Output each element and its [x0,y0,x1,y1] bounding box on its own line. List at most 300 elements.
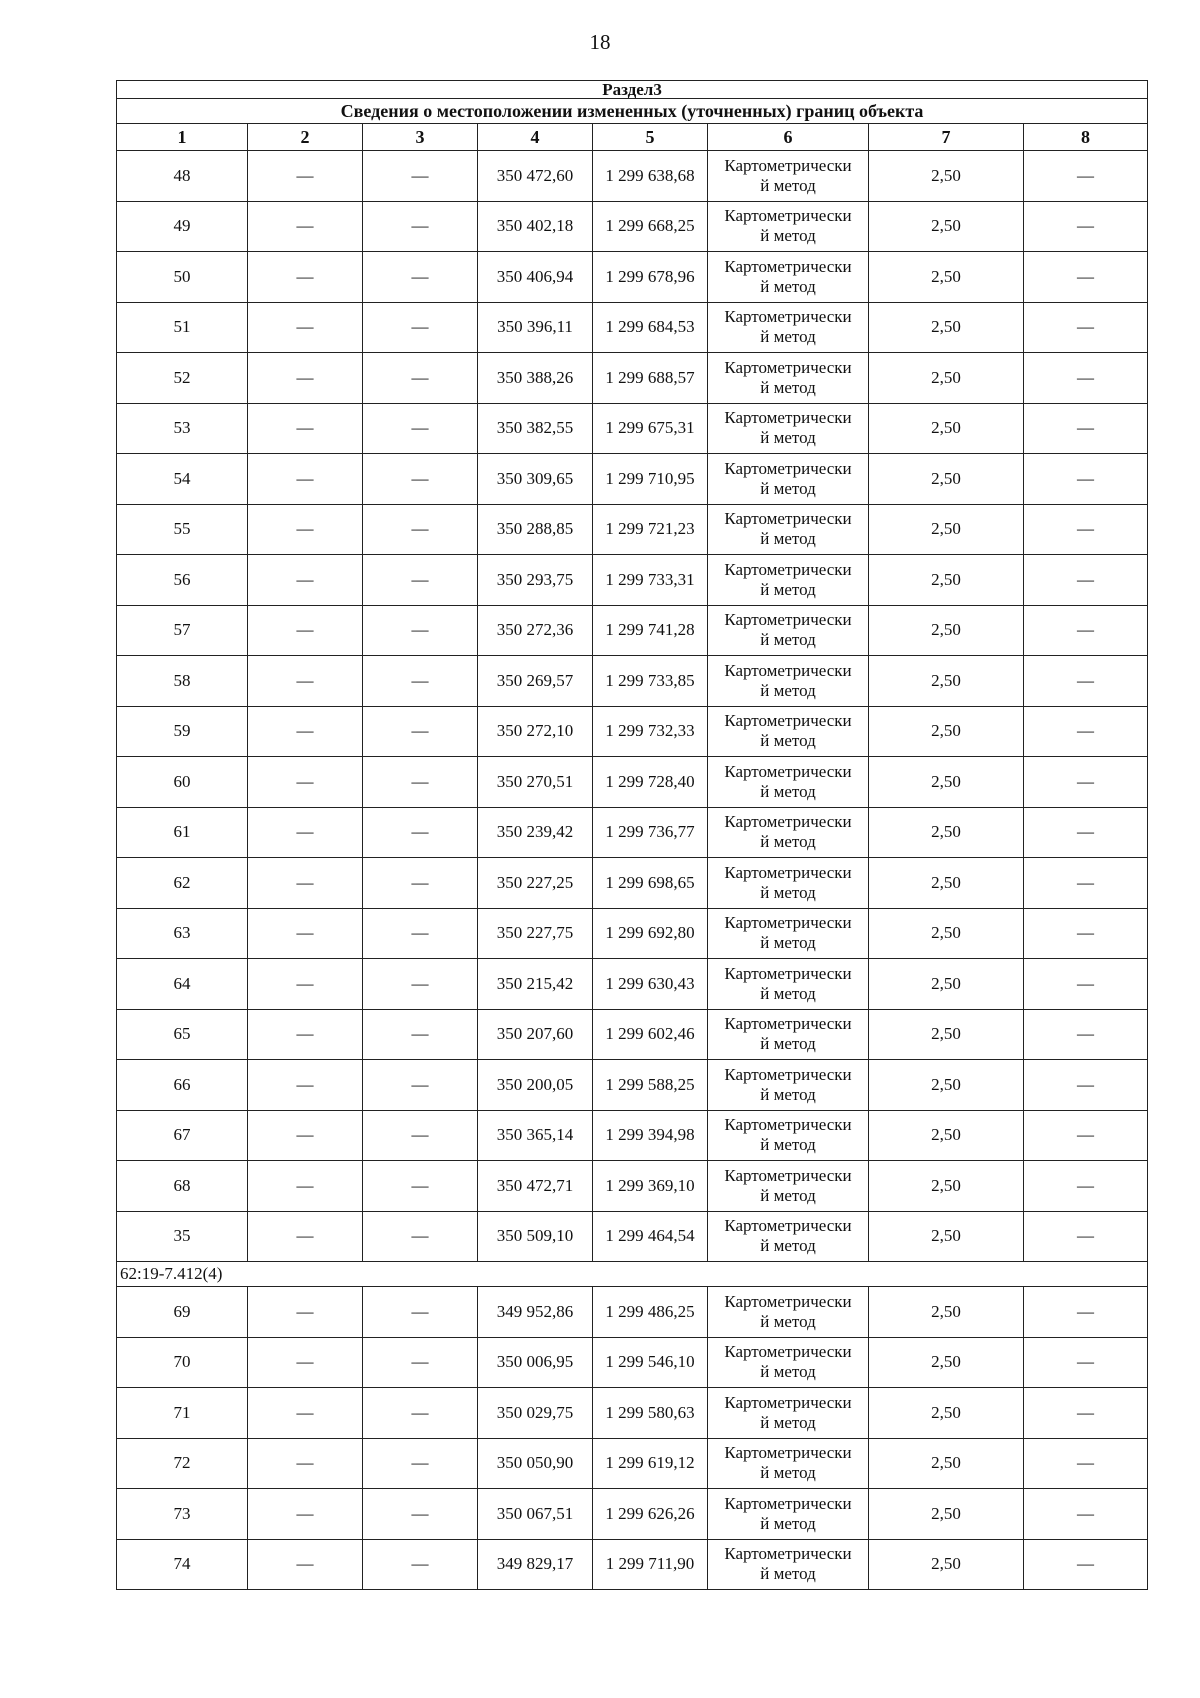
point-number: 53 [117,403,248,454]
method-line: й метод [760,933,816,953]
dash-cell: — [1024,757,1148,808]
table-row [117,1009,1148,1060]
point-number: 66 [117,1060,248,1111]
coordinate-x: 350 270,51 [478,757,593,808]
method-cell [708,605,869,656]
coordinate-y: 1 299 394,98 [593,1110,708,1161]
method-cell [708,504,869,555]
dash-cell: — [363,353,478,404]
table-row [117,1539,1148,1590]
dash-cell: — [1024,201,1148,252]
method-line: Картометрически [724,963,852,983]
accuracy-cell: 2,50 [869,353,1024,404]
method-line: Картометрически [724,913,852,933]
coordinate-x: 350 050,90 [478,1438,593,1489]
coordinate-y: 1 299 741,28 [593,605,708,656]
coordinate-x: 350 402,18 [478,201,593,252]
dash-cell: — [248,605,363,656]
dash-cell: — [363,403,478,454]
dash-cell: — [363,706,478,757]
column-header: 1 [117,124,248,151]
accuracy-cell: 2,50 [869,1110,1024,1161]
coordinate-y: 1 299 733,31 [593,555,708,606]
coordinate-y: 1 299 733,85 [593,656,708,707]
dash-cell: — [248,1161,363,1212]
method-cell [708,1287,869,1338]
column-header: 8 [1024,124,1148,151]
table-row [117,1489,1148,1540]
method-line: й метод [760,1362,816,1382]
table-row [117,252,1148,303]
point-number: 70 [117,1337,248,1388]
coordinate-x: 350 006,95 [478,1337,593,1388]
accuracy-cell: 2,50 [869,1009,1024,1060]
coordinate-x: 350 406,94 [478,252,593,303]
point-number: 60 [117,757,248,808]
method-cell [708,555,869,606]
method-line: й метод [760,175,816,195]
method-line: Картометрически [724,1443,852,1463]
method-line: й метод [760,1034,816,1054]
dash-cell: — [363,1287,478,1338]
point-number: 68 [117,1161,248,1212]
method-cell [708,908,869,959]
point-number: 51 [117,302,248,353]
accuracy-cell: 2,50 [869,252,1024,303]
method-cell [708,252,869,303]
method-line: Картометрически [724,1493,852,1513]
point-number: 59 [117,706,248,757]
coordinate-x: 350 472,60 [478,151,593,202]
group-label: 62:19-7.412(4) [117,1262,1148,1287]
dash-cell: — [1024,1489,1148,1540]
dash-cell: — [363,1009,478,1060]
coordinate-y: 1 299 464,54 [593,1211,708,1262]
dash-cell: — [1024,1388,1148,1439]
dash-cell: — [248,757,363,808]
dash-cell: — [248,1539,363,1590]
dash-cell: — [363,1161,478,1212]
method-line: й метод [760,1513,816,1533]
method-cell [708,302,869,353]
method-line: й метод [760,1564,816,1584]
point-number: 49 [117,201,248,252]
accuracy-cell: 2,50 [869,1060,1024,1111]
dash-cell: — [248,858,363,909]
dash-cell: — [1024,656,1148,707]
dash-cell: — [248,1489,363,1540]
column-header: 7 [869,124,1024,151]
dash-cell: — [1024,1211,1148,1262]
dash-cell: — [363,1539,478,1590]
method-cell [708,656,869,707]
dash-cell: — [248,959,363,1010]
dash-cell: — [363,1211,478,1262]
point-number: 52 [117,353,248,404]
accuracy-cell: 2,50 [869,706,1024,757]
method-cell [708,757,869,808]
dash-cell: — [248,656,363,707]
method-line: й метод [760,377,816,397]
method-line: й метод [760,428,816,448]
coordinate-y: 1 299 711,90 [593,1539,708,1590]
point-number: 55 [117,504,248,555]
dash-cell: — [363,454,478,505]
dash-cell: — [1024,959,1148,1010]
table-row [117,858,1148,909]
table-row [117,302,1148,353]
coordinates-table [116,80,1148,1590]
dash-cell: — [1024,454,1148,505]
table-row [117,1337,1148,1388]
dash-cell: — [363,807,478,858]
coordinate-x: 350 288,85 [478,504,593,555]
method-cell [708,1337,869,1388]
method-cell [708,353,869,404]
table-row [117,1438,1148,1489]
coordinate-x: 350 293,75 [478,555,593,606]
method-cell [708,1211,869,1262]
method-line: Картометрически [724,1115,852,1135]
dash-cell: — [248,1388,363,1439]
dash-cell: — [248,1009,363,1060]
coordinate-x: 349 952,86 [478,1287,593,1338]
table-row [117,656,1148,707]
table-row [117,353,1148,404]
column-header: 4 [478,124,593,151]
coordinate-x: 350 509,10 [478,1211,593,1262]
dash-cell: — [1024,353,1148,404]
coordinate-x: 350 207,60 [478,1009,593,1060]
method-cell [708,1388,869,1439]
dash-cell: — [363,302,478,353]
coordinate-y: 1 299 721,23 [593,504,708,555]
method-line: Картометрически [724,761,852,781]
method-cell [708,858,869,909]
accuracy-cell: 2,50 [869,908,1024,959]
dash-cell: — [363,1060,478,1111]
table-row [117,757,1148,808]
dash-cell: — [363,757,478,808]
accuracy-cell: 2,50 [869,454,1024,505]
point-number: 35 [117,1211,248,1262]
method-line: й метод [760,276,816,296]
dash-cell: — [248,1287,363,1338]
method-cell [708,1539,869,1590]
coordinate-x: 350 269,57 [478,656,593,707]
method-line: й метод [760,1311,816,1331]
coordinate-y: 1 299 675,31 [593,403,708,454]
dash-cell: — [248,151,363,202]
dash-cell: — [363,656,478,707]
accuracy-cell: 2,50 [869,1489,1024,1540]
dash-cell: — [1024,252,1148,303]
point-number: 71 [117,1388,248,1439]
accuracy-cell: 2,50 [869,151,1024,202]
coordinate-y: 1 299 588,25 [593,1060,708,1111]
coordinate-x: 350 067,51 [478,1489,593,1540]
table-row [117,1287,1148,1338]
table-body [117,151,1148,1590]
dash-cell: — [1024,403,1148,454]
coordinate-x: 350 388,26 [478,353,593,404]
dash-cell: — [1024,504,1148,555]
coordinate-y: 1 299 688,57 [593,353,708,404]
table-row [117,403,1148,454]
method-line: Картометрически [724,1291,852,1311]
accuracy-cell: 2,50 [869,1161,1024,1212]
dash-cell: — [363,555,478,606]
method-line: Картометрически [724,1165,852,1185]
table-row [117,1388,1148,1439]
method-line: й метод [760,983,816,1003]
dash-cell: — [248,1438,363,1489]
point-number: 72 [117,1438,248,1489]
dash-cell: — [248,555,363,606]
method-line: Картометрически [724,711,852,731]
dash-cell: — [363,1388,478,1439]
dash-cell: — [1024,555,1148,606]
method-line: й метод [760,1084,816,1104]
method-line: Картометрически [724,1064,852,1084]
table-caption: Сведения о местоположении измененных (уточненных) границ объекта [117,99,1148,124]
method-cell [708,403,869,454]
dash-cell: — [248,706,363,757]
method-cell [708,1009,869,1060]
method-cell [708,1489,869,1540]
method-line: Картометрически [724,610,852,630]
point-number: 69 [117,1287,248,1338]
coordinate-y: 1 299 580,63 [593,1388,708,1439]
method-line: й метод [760,1135,816,1155]
coordinate-y: 1 299 668,25 [593,201,708,252]
point-number: 48 [117,151,248,202]
table-row [117,151,1148,202]
column-header: 6 [708,124,869,151]
method-line: й метод [760,529,816,549]
dash-cell: — [1024,858,1148,909]
method-line: Картометрически [724,155,852,175]
method-line: Картометрически [724,256,852,276]
method-line: Картометрически [724,559,852,579]
dash-cell: — [1024,1060,1148,1111]
dash-cell: — [363,1337,478,1388]
coordinate-x: 350 382,55 [478,403,593,454]
method-line: й метод [760,579,816,599]
dash-cell: — [363,201,478,252]
dash-cell: — [363,252,478,303]
point-number: 61 [117,807,248,858]
column-header: 2 [248,124,363,151]
coordinate-x: 350 239,42 [478,807,593,858]
table-row [117,1211,1148,1262]
method-line: Картометрически [724,1014,852,1034]
method-line: й метод [760,478,816,498]
point-number: 50 [117,252,248,303]
coordinate-x: 350 227,75 [478,908,593,959]
dash-cell: — [248,403,363,454]
dash-cell: — [1024,1539,1148,1590]
dash-cell: — [248,1060,363,1111]
dash-cell: — [1024,605,1148,656]
accuracy-cell: 2,50 [869,757,1024,808]
table-row [117,504,1148,555]
section-title: Раздел3 [117,81,1148,99]
dash-cell: — [1024,1438,1148,1489]
coordinate-y: 1 299 369,10 [593,1161,708,1212]
point-number: 63 [117,908,248,959]
dash-cell: — [248,908,363,959]
dash-cell: — [248,1211,363,1262]
method-line: й метод [760,1463,816,1483]
point-number: 57 [117,605,248,656]
table-row [117,1161,1148,1212]
column-header: 3 [363,124,478,151]
point-number: 62 [117,858,248,909]
coordinate-y: 1 299 678,96 [593,252,708,303]
method-line: Картометрически [724,812,852,832]
method-cell [708,151,869,202]
method-line: й метод [760,226,816,246]
accuracy-cell: 2,50 [869,1388,1024,1439]
coordinate-y: 1 299 710,95 [593,454,708,505]
accuracy-cell: 2,50 [869,302,1024,353]
method-line: й метод [760,1185,816,1205]
coordinate-y: 1 299 692,80 [593,908,708,959]
dash-cell: — [1024,807,1148,858]
column-header: 5 [593,124,708,151]
method-line: Картометрически [724,458,852,478]
coordinate-y: 1 299 546,10 [593,1337,708,1388]
dash-cell: — [1024,706,1148,757]
table-row [117,959,1148,1010]
table-row [117,1110,1148,1161]
method-line: Картометрически [724,862,852,882]
point-number: 73 [117,1489,248,1540]
point-number: 64 [117,959,248,1010]
coordinate-x: 350 029,75 [478,1388,593,1439]
method-line: Картометрически [724,1342,852,1362]
table-row [117,454,1148,505]
dash-cell: — [248,504,363,555]
dash-cell: — [1024,1287,1148,1338]
accuracy-cell: 2,50 [869,1438,1024,1489]
table-row [117,908,1148,959]
method-line: й метод [760,882,816,902]
dash-cell: — [1024,1009,1148,1060]
method-line: й метод [760,680,816,700]
dash-cell: — [363,959,478,1010]
dash-cell: — [1024,302,1148,353]
dash-cell: — [248,454,363,505]
dash-cell: — [248,807,363,858]
method-line: Картометрически [724,408,852,428]
method-cell [708,706,869,757]
dash-cell: — [248,1337,363,1388]
point-number: 58 [117,656,248,707]
coordinate-x: 350 200,05 [478,1060,593,1111]
accuracy-cell: 2,50 [869,201,1024,252]
point-number: 65 [117,1009,248,1060]
method-line: Картометрически [724,206,852,226]
method-cell [708,807,869,858]
method-cell [708,1110,869,1161]
dash-cell: — [363,858,478,909]
table-row [117,1060,1148,1111]
dash-cell: — [1024,1337,1148,1388]
coordinate-y: 1 299 630,43 [593,959,708,1010]
point-number: 56 [117,555,248,606]
coordinate-x: 350 396,11 [478,302,593,353]
table-row [117,605,1148,656]
dash-cell: — [1024,1110,1148,1161]
method-line: Картометрически [724,307,852,327]
method-line: й метод [760,1412,816,1432]
method-cell [708,454,869,505]
dash-cell: — [248,353,363,404]
coordinate-y: 1 299 486,25 [593,1287,708,1338]
coordinate-y: 1 299 728,40 [593,757,708,808]
dash-cell: — [1024,151,1148,202]
accuracy-cell: 2,50 [869,1337,1024,1388]
dash-cell: — [363,151,478,202]
dash-cell: — [363,908,478,959]
dash-cell: — [363,1438,478,1489]
coordinate-x: 350 309,65 [478,454,593,505]
accuracy-cell: 2,50 [869,504,1024,555]
point-number: 54 [117,454,248,505]
coordinate-y: 1 299 638,68 [593,151,708,202]
method-line: Картометрически [724,357,852,377]
method-line: Картометрически [724,1216,852,1236]
method-cell [708,1438,869,1489]
dash-cell: — [1024,908,1148,959]
method-line: Картометрически [724,1544,852,1564]
accuracy-cell: 2,50 [869,1539,1024,1590]
method-line: й метод [760,630,816,650]
point-number: 67 [117,1110,248,1161]
method-line: й метод [760,327,816,347]
method-cell [708,1060,869,1111]
coordinate-x: 349 829,17 [478,1539,593,1590]
method-cell [708,959,869,1010]
table-row [117,807,1148,858]
method-line: й метод [760,832,816,852]
accuracy-cell: 2,50 [869,858,1024,909]
coordinate-y: 1 299 602,46 [593,1009,708,1060]
coordinate-x: 350 472,71 [478,1161,593,1212]
coordinate-y: 1 299 698,65 [593,858,708,909]
method-line: й метод [760,1236,816,1256]
coordinate-y: 1 299 619,12 [593,1438,708,1489]
dash-cell: — [248,252,363,303]
dash-cell: — [363,504,478,555]
point-number: 74 [117,1539,248,1590]
method-cell [708,201,869,252]
method-line: Картометрически [724,509,852,529]
dash-cell: — [248,1110,363,1161]
accuracy-cell: 2,50 [869,959,1024,1010]
coordinate-x: 350 272,10 [478,706,593,757]
coordinate-x: 350 272,36 [478,605,593,656]
coordinate-y: 1 299 732,33 [593,706,708,757]
accuracy-cell: 2,50 [869,555,1024,606]
coordinate-x: 350 365,14 [478,1110,593,1161]
accuracy-cell: 2,50 [869,1211,1024,1262]
method-line: й метод [760,731,816,751]
column-header-row [117,124,1148,151]
dash-cell: — [363,605,478,656]
